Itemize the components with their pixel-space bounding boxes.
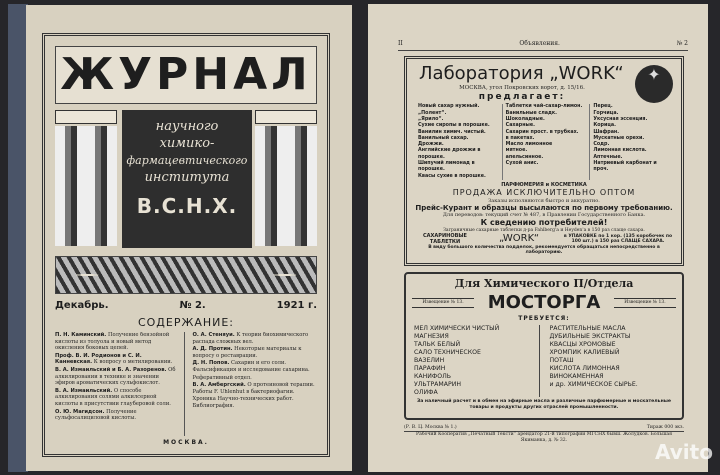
ad-offers: предлагает: [478, 91, 566, 102]
org-name: В.С.Н.Х. [136, 194, 238, 218]
city: МОСКВА. [163, 439, 209, 446]
pack-label: в УПАКОВКЕ по 1 кор. (135 коробочек по 100 шт.) в 150 раз СЛАЩЕ САХАРА. [563, 233, 673, 244]
section-title: Объявления. [519, 40, 560, 47]
list-item: в пакетах. [505, 135, 535, 141]
list-item: Горчица. [593, 110, 619, 116]
list-item: апельсинное. [505, 154, 544, 160]
entry-title: Сахарин и его соли. Фальсификация и исследование сахарина. [192, 360, 310, 373]
list-item: КИСЛОТА ЛИМОННАЯ [549, 365, 620, 372]
contents-heading: СОДЕРЖАНИЕ: [137, 316, 235, 329]
issue-line [55, 300, 317, 312]
subtitle-line: химико- [159, 136, 215, 151]
list-item: ПАРАФИН [414, 365, 446, 372]
contents-entry [193, 332, 318, 345]
contents-entry [193, 382, 318, 395]
list-item: ДУБИЛЬНЫЕ ЭКСТРАКТЫ [549, 333, 631, 340]
subtitle-line: фармацевтического [126, 154, 248, 167]
list-item: Масло лимонное [505, 142, 553, 148]
list-item: ТАЛЬК БЕЛЫЙ [414, 341, 461, 348]
entry-title: Некоторые материалы к вопросу о реставрации. [192, 346, 302, 359]
entry-title: Хроника Научно-технических работ. Библиография. [192, 396, 294, 409]
entry-title: Об алкилировании в технике и значении эфиров ароматических сульфокислот. [55, 366, 176, 387]
list-item: Шафран. [593, 129, 620, 135]
footer-print-run: Тираж 000 экз. [646, 425, 684, 430]
ad-header: Для Химического П/Отдела [454, 277, 634, 290]
list-item: Аптечные. [593, 154, 623, 160]
orders-line: Заказы исполняются быстро и аккуратно. [488, 197, 600, 204]
list-item: КАНИФОЛЬ [414, 373, 452, 380]
ads-page [368, 4, 708, 472]
required-label: ТРЕБУЕТСЯ: [518, 315, 570, 322]
entry-author: А. Д. Протин. [192, 346, 233, 353]
contents-list [55, 332, 317, 436]
pricelist-line: Прейс-Курант и образцы высылаются по первому требованию. [415, 203, 673, 212]
warning-line: В виду большого количества подделок, рекомендуется обращаться непосредственно в лабораторию. [428, 244, 660, 256]
page-header [398, 40, 688, 51]
list-item: Английские дрожжи в порошке. [418, 148, 481, 160]
cover-title: ЖУРНАЛ [55, 46, 317, 104]
list-item: „Полент“. [418, 110, 447, 116]
notice-left: Извещение № 13. [412, 298, 474, 308]
list-item: РАСТИТЕЛЬНЫЕ МАСЛА [549, 325, 626, 332]
bird-logo-icon: ✦ [635, 65, 673, 103]
list-item: Ванильные сладк. [505, 110, 557, 116]
entry-author: Д. Н. Попов. [192, 360, 230, 367]
consumers-line: К сведению потребителей! [480, 217, 608, 227]
notice-right: Извещение № 13. [614, 298, 676, 308]
column-right [255, 110, 317, 248]
list-item: Сахарные. [505, 123, 535, 129]
footer-printer: Рабочий Кооператив „Печатный Тексти“ арендатор 21-й типографии МГСНХ бывш. Жолудков. Большая Якиманка, д. № 32. [415, 432, 672, 443]
list-item: Ванилин химич. чистый. [418, 129, 486, 135]
list-item: „Ярило“. [418, 116, 444, 122]
ad-address: МОСКВА, угол Покровских ворот, д. 15/16. [459, 85, 585, 91]
contents-entry [193, 360, 318, 373]
issue-month: Декабрь. [55, 300, 109, 311]
list-item: Сухой анис. [505, 161, 539, 167]
list-item: ОЛИФА [414, 389, 438, 396]
list-item: КВАСЦЫ ХРОМОВЫЕ [549, 341, 616, 348]
contents-entry [55, 367, 180, 387]
list-item: Корица. [593, 123, 616, 129]
bank-line: Для переводов: текущий счет № 487, в Правлении Государственного Банка. [442, 211, 646, 218]
list-item: Ванильный сахар. [418, 135, 469, 141]
list-item: МЕЛ ХИМИЧЕСКИ ЧИСТЫЙ [414, 325, 500, 332]
entry-title: О протеиновой терапии. Работы F. Uhlenhut в бактериофагии. [192, 382, 315, 395]
list-item: МАГНЕЗИЯ [414, 333, 449, 340]
ad-note: За наличный расчет и в обмен на эфирные масла и различные парфюмерные и москательные товары и продукты других отраслей промышленности. [416, 399, 672, 410]
list-item: ВИНОКАМЕННАЯ [549, 373, 604, 380]
contents-entry [55, 332, 180, 352]
list-item: ХРОМПИК КАЛИЕВЫЙ [549, 349, 620, 356]
contents-entry [193, 346, 318, 359]
entry-title: Реферативный отдел. [192, 374, 252, 381]
list-item: САЛО ТЕХНИЧЕСКОЕ [414, 349, 481, 356]
issue-year: 1921 г. [276, 300, 317, 311]
tablets-note: Заграничные сахарные таблетки д-ра Fahlberg'a и Heyden'a в 150 раз слаще сахара. [443, 227, 645, 233]
list-item: Дрожжи. [418, 142, 444, 148]
list-item: Мускатные орехи. [593, 135, 645, 141]
list-item: ВАЗЕЛИН [414, 357, 445, 364]
work-lab-ad [404, 56, 684, 266]
wholesale-line: ПРОДАЖА ИСКЛЮЧИТЕЛЬНО ОПТОМ [452, 187, 636, 197]
list-item: Уксусная эссенция. [593, 116, 648, 122]
entry-author: В. А. Измаильский. [55, 387, 113, 394]
brand-label: „WORK“ [498, 233, 540, 245]
subtitle-line: института [144, 170, 230, 185]
book-spine [8, 4, 28, 472]
list-item: Шипучий лимонад в порошке. [418, 161, 475, 173]
contents-entry [193, 375, 318, 382]
entry-title: О способе алкилирования солями алкилсерной кислоты в присутствии глауберовой соли. [55, 387, 171, 407]
issue-number: № 2 [676, 40, 688, 47]
entry-title: К теории биохимического распада сложных вел. [192, 332, 309, 345]
contents-entry [55, 388, 180, 408]
list-item: Лимонная кислота. [593, 148, 647, 154]
list-item: Таблетки чай-сахар-лимон. [505, 104, 583, 110]
footer-license: (Р. В. Ц. Москва № 1.) [404, 425, 457, 430]
page-number: II [398, 40, 403, 47]
list-item: ПОТАШ [549, 357, 574, 364]
list-item: Содр. [593, 142, 610, 148]
list-item: Перец. [593, 104, 613, 110]
watermark: Avito [655, 440, 713, 464]
entry-title: Получение бензойной кислоты из толуола и новый метод окисления боковых цепей. [55, 332, 170, 352]
list-item: Шоколадные. [505, 116, 545, 122]
entry-author: Проф. В. И. Родионов и С. И. Канневская. [55, 352, 142, 366]
page-footer [404, 425, 684, 444]
contents-entry [193, 396, 318, 409]
contents-entry [55, 353, 180, 366]
issue-number: № 2. [179, 300, 206, 311]
list-item: Сухие сиропы в порошке. [418, 123, 490, 129]
ornament-ribbon [55, 256, 317, 294]
list-item: Сахарин прост. в трубках. [505, 129, 579, 135]
list-item: Новый сахар нужный. [418, 104, 480, 110]
mostorg-title: МОСТОРГА [487, 292, 601, 313]
list-item: мятное. [505, 148, 528, 154]
entry-author: О. Ю. Магидсон. [55, 408, 105, 415]
cover-frame [42, 33, 330, 457]
contents-entry [55, 409, 180, 422]
entry-author: П. Н. Каминский. [55, 332, 107, 338]
products-list [415, 104, 673, 180]
subtitle-line: научного [155, 119, 219, 134]
ad-title: Лаборатория „WORK“ [419, 63, 624, 84]
entry-author: В. А. Амбергский. [192, 382, 246, 389]
cover-page [26, 5, 352, 471]
list-item: Квасы сухие в порошке. [418, 173, 486, 179]
mostorg-ad [404, 272, 684, 420]
entry-title: Получение сульфосалициловой кислоты. [55, 408, 137, 422]
column-left [55, 110, 117, 248]
perfume-line: ПАРФЮМЕРИЯ и КОСМЕТИКА [501, 181, 587, 188]
tablets-label: САХАРИНОВЫЕ ТАБЛЕТКИ [423, 232, 467, 245]
list-item: и др. ХИМИЧЕСКОЕ СЫРЬЕ. [549, 381, 638, 388]
entry-author: О. А. Стеняуи. [192, 332, 235, 338]
list-item: Натриевый карбонат и проч. [593, 161, 657, 173]
subtitle-panel [122, 110, 252, 248]
required-list [414, 325, 674, 397]
entry-title: К вопросу о метилировании. [93, 359, 173, 366]
list-item: УЛЬТРАМАРИН [414, 381, 461, 388]
entry-author: В. А. Измаильский и Б. А. Разоренов. [55, 366, 167, 373]
